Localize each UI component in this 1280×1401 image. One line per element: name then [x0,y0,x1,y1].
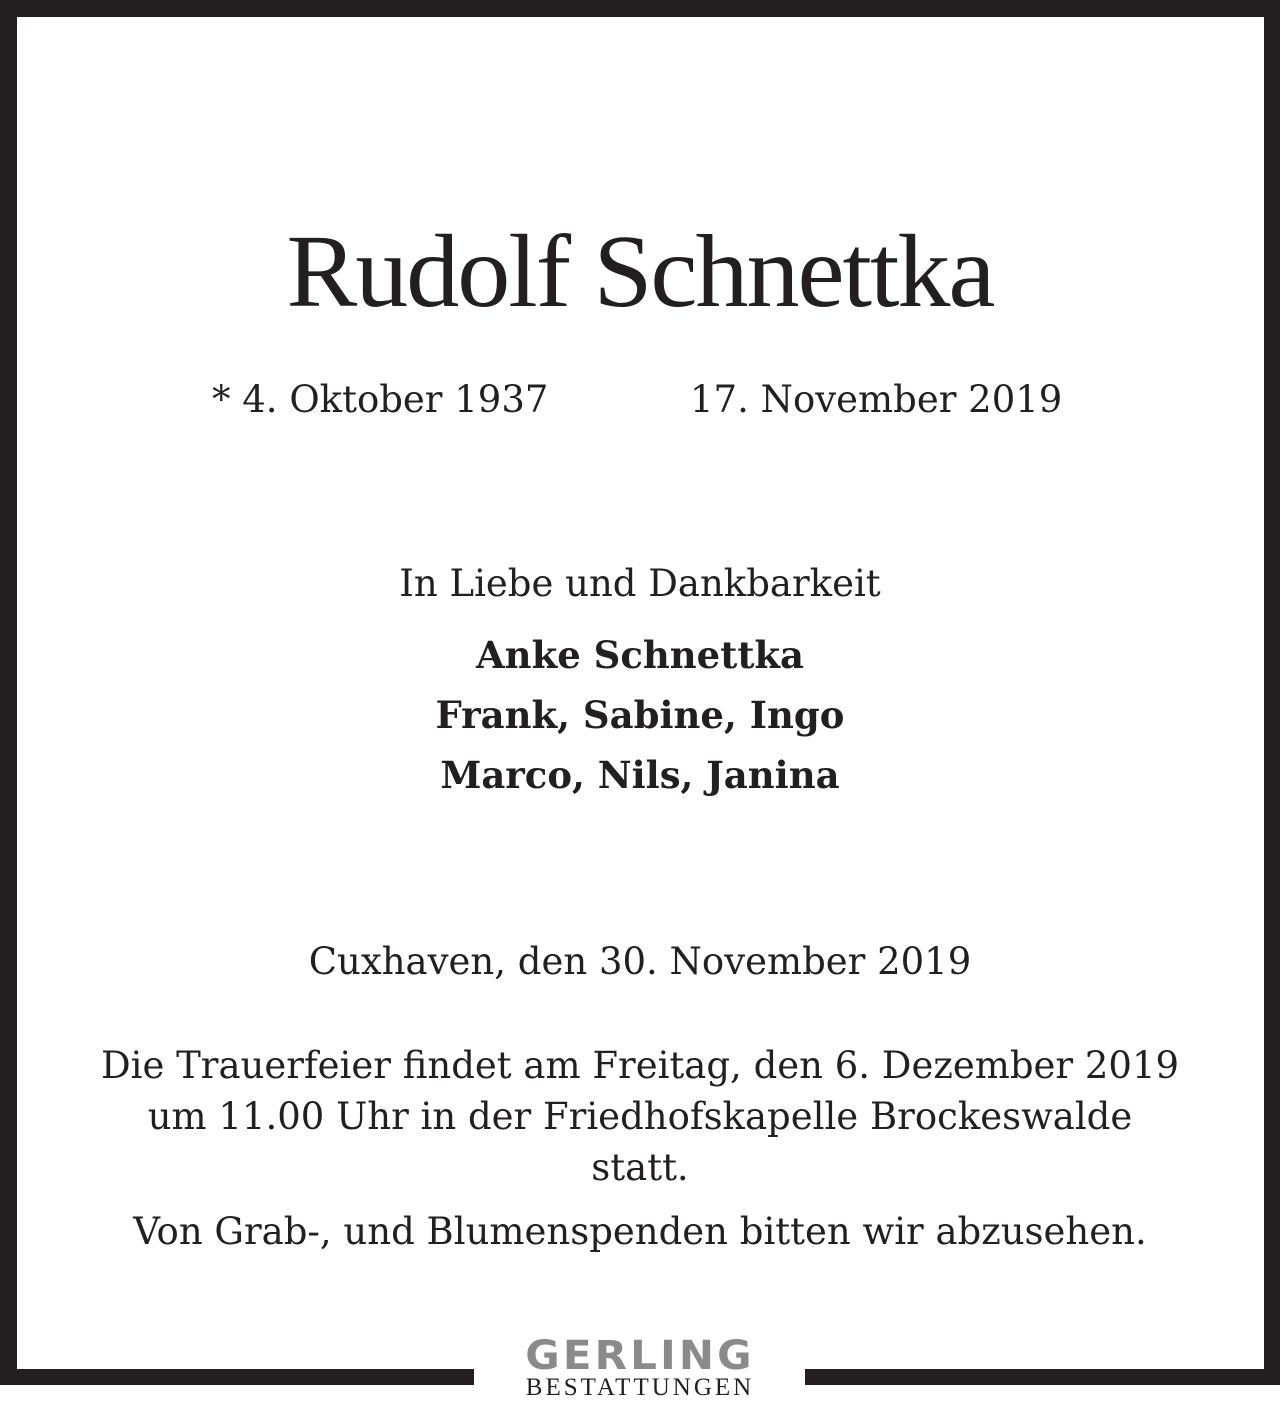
donations-note: Von Grab-, und Blumenspenden bitten wir abzusehen. [133,1210,1147,1253]
place-and-date: Cuxhaven, den 30. November 2019 [308,940,972,983]
birth-date: * 4. Oktober 1937 [212,378,549,421]
frame-border-bottom-left [0,1369,474,1385]
mourner-line: Anke Schnettka [475,633,805,677]
funeral-home-logo: GERLING [525,1333,755,1379]
ceremony-line: um 11.00 Uhr in der Friedhofskapelle Brockeswalde [147,1095,1133,1138]
death-date: 17. November 2019 [690,378,1063,421]
dedication-line: In Liebe und Dankbarkeit [399,562,881,605]
ceremony-line: statt. [591,1146,689,1189]
mourner-line: Frank, Sabine, Ingo [435,693,845,737]
ceremony-line: Die Trauerfeier findet am Freitag, den 6. Dezember 2019 [100,1044,1180,1087]
mourner-line: Marco, Nils, Janina [440,753,840,797]
ceremony-info [0,1040,1280,1193]
frame-border-bottom-right [805,1369,1280,1385]
funeral-home-subtitle: BESTATTUNGEN [525,1374,755,1401]
deceased-name: Rudolf Schnettka [286,214,994,329]
frame-border-top [0,0,1280,17]
